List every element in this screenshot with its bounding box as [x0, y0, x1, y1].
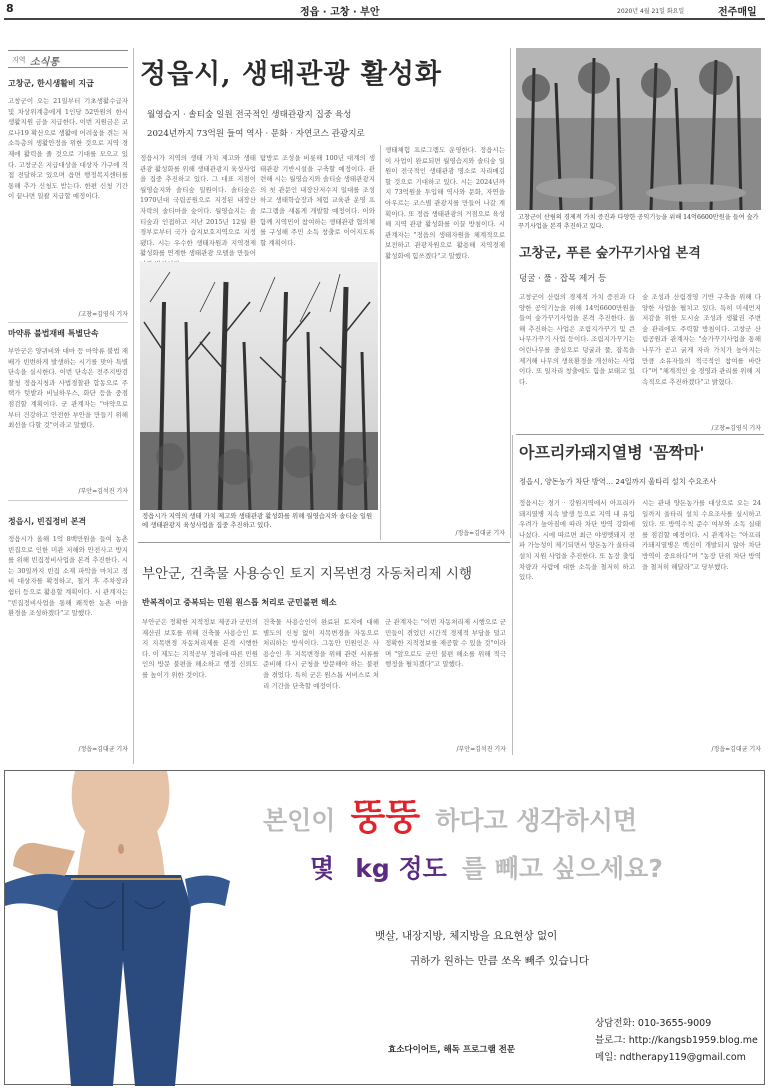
divider [8, 322, 128, 323]
article-body: 탐방로 조성을 비롯해 100년 대계의 생태관광 기반시설을 구축할 예정이다. 관련해 시는 월영습지와 솔티숲 생태관광지의 첫 관문인 내장산저수지 일대를 조성하고 생태학습장과 체험 교육관 운영 프로그램을 새롭게 개발할 예정이다. 이와 함께 지역민이 참여하는 생태관광 협의체를 구성해 주민 소득 창출로 이어지도록 할 계획이다. [260, 154, 376, 247]
article-body: 시는 관내 양돈농가를 대상으로 오는 24일까지 울타리 설치 수요조사를 실시하고 있다. 또 방역수칙 준수 여부와 소독 실태를 점검할 예정이다. 시 관계자는 "아프리카돼지열병은 백신이 개발되지 않아 차단 방역이 중요하다"며 "농장 단위 차단 방역을 철저히 해달라"고 당부했다. [642, 499, 761, 571]
ad-text-purple: 몇 [310, 854, 335, 883]
ad-program: 효소다이어트, 해독 프로그램 전문 [388, 1045, 516, 1055]
advertisement [4, 770, 765, 1085]
article-body: 숲 조성과 산림경영 기반 구축을 위해 다양한 사업을 펼치고 있다. 특히 미세먼지 저감을 위한 도시숲 조성과 생활권 주변 숲 관리에도 주력할 방침이다. 고창군 산림공원과 관계자는 "숲가꾸기사업을 통해 나무가 곧고 굵게 자라 가치가 높아지는 만큼 소유자들의 적극적인 참여를 바란다"며 "체계적인 숲 경영과 관리를 위해 지속적으로 추진하겠다"고 밝혔다. [642, 293, 761, 386]
header-rule [4, 18, 765, 20]
page-number: 8 [6, 2, 14, 15]
ad-text-purple: kg 정도 [355, 854, 447, 883]
article-body: 생태체험 프로그램도 운영한다. 정읍시는 이 사업이 완료되면 월영습지와 솔티숲 일원이 전국적인 생태관광 명소로 자리매김할 것으로 기대하고 있다. 시는 2024년까지 73억원을 투입해 역사와 문화, 자연을 아우르는 코스별 관광지를 만들어 나갈 계획이다. 또 정읍 생태관광의 거점으로 육성해 지역 관광 활성화를 이끌 방침이다. 시 관계자는 "정읍의 생태자원을 체계적으로 보전하고 관광자원으로 활용해 지역경제 활성화에 힘쓰겠다"고 말했다. [385, 146, 505, 260]
article-body: 군 관계자는 "이번 자동처리제 시행으로 군민들이 겪었던 시간적 경제적 부담을 덜고 정확한 지적정보를 제공할 수 있을 것"이라며 "앞으로도 군민 불편 해소를 위해 적극 행정을 펼치겠다"고 말했다. [385, 618, 506, 669]
reporter-credit: /정읍=김대균 기자 [455, 530, 505, 537]
article-subhead: 정읍시, 양돈농가 차단 방역… 24일까지 울타리 설치 수요조사 [519, 477, 717, 486]
sidebar-item-body: 정읍시가 올해 1억 8백만원을 들여 농촌 빈집으로 인한 미관 저해와 안전사고 방지를 위해 빈집정비사업을 본격 추진한다. 시는 30일까지 빈집 소재 파악을 마치고 정비 대상자를 확정하고, 철거 후 주차장과 쉼터 등으로 활용할 계획이다. 시 관계자는 "빈집정비사업을 통해 쾌적한 농촌 마을 환경을 조성하겠다"고 말했다. [8, 535, 128, 618]
sidebar-item-body: 부안군은 양귀비와 대마 등 마약류 불법 재배가 빈번하게 발생하는 시기를 맞아 특별단속을 실시한다. 이번 단속은 전주지방검찰청 정읍지청과 사법경찰관 합동으로 주택가 텃밭과 비닐하우스, 화단 등을 중점 점검할 계획이다. 군 관계자는 "마약으로부터 건강하고 안전한 부안을 만들기 위해 최선을 다할 것"이라고 말했다. [8, 347, 128, 430]
article-body: 정읍시는 경기 · 강원지역에서 아프리카돼지열병 지속 발생 등으로 지역 내 유입 우려가 높아짐에 따라 차단 방역 강화에 나섰다. 시에 따르면 최근 야생멧돼지 전 파 가능성이 제기되면서 양돈농가 울타리 설치 지원 사업을 추진한다. 또 농장 출입 차량과 사람에 대한 소독을 철저히 하고 있다. [519, 499, 635, 582]
sidebar-tag: 지역 [12, 56, 26, 64]
column-divider [512, 435, 513, 755]
ad-email: 메일: ndtherapy119@gmail.com [595, 1052, 746, 1063]
section-title: 정읍 · 고창 · 부안 [300, 7, 380, 18]
divider [138, 542, 510, 543]
reporter-credit: /정읍=김대균 기자 [78, 746, 128, 753]
article-body: 건축물 사용승인이 완료된 토지에 대해 별도의 신청 없이 지목변경을 자동으로 처리하는 방식이다. 그동안 민원인은 사용승인 후 지목변경을 위해 관련 서류를 준비해 다시 군청을 방문해야 하는 불편을 겪었다. 특히 군은 원스톱 서비스로 처리 기간을 단축할 예정이다. [263, 618, 379, 690]
article-headline: 고창군, 푸른 숲가꾸기사업 본격 [519, 246, 701, 261]
forest-thinning-photo [516, 48, 761, 210]
paper-name: 전주매일 [718, 7, 757, 18]
article-headline: 아프리카돼지열병 '꼼짝마' [519, 443, 705, 462]
column-divider [380, 145, 381, 540]
diet-model-illustration [5, 771, 235, 1086]
reporter-credit: /부안=김석진 기자 [456, 746, 506, 753]
column-divider [510, 48, 511, 538]
sidebar-item-headline: 고창군, 한시생활비 지급 [8, 79, 94, 88]
divider [8, 500, 128, 501]
photo-caption: 고창군이 산림의 경제적 가치 증진과 다양한 공익기능을 위해 14억6600만원을 들여 숲가꾸기사업을 본격 추진하고 있다. [518, 214, 759, 231]
sidebar [8, 48, 128, 766]
sidebar-item-body: 고창군이 오는 21일부터 기초생활수급자 및 차상위계층에게 1인당 52만원의 한시생활지원 금을 지급한다. 이번 지원금은 코로나19 확산으로 생활에 어려움을 겪는 저소득층의 생활안정을 위한 것으로 지역 경제에 활력을 줄 것으로 기대를 모으고 있다. 고창군은 지급대상을 대상자 가구에 직접 전달하고 있으며 읍면 행정복지센터를 통해 추가 신청도 받는다. 한편 신청 기간이 끝나면 일괄 지급할 예정이다. [8, 97, 128, 201]
article-body: 부안군은 정확한 지적정보 제공과 군민의 재산권 보호를 위해 건축물 사용승인 토지 지목변경 자동처리제를 본격 시행한다. 이 제도는 지적공부 정리에 따른 민원인의 방문 불편을 해소하고 행정 신뢰도를 높이기 위한 것이다. [142, 618, 258, 679]
issue-date: 2020년 4월 21일 화요일 [617, 8, 685, 15]
sidebar-title: 소식통 [30, 57, 59, 68]
ad-headline-line2 [310, 849, 663, 885]
reporter-credit: /고창=김영식 기자 [78, 311, 128, 318]
photo-caption: 정읍시가 지역의 생태 가치 제고와 생태관광 활성화를 위해 월영습지와 솔티숲 일원에 생태관광지 육성사업을 집중 추진하고 있다. [142, 512, 373, 530]
forest-photo [140, 262, 378, 510]
ad-headline-line1 [263, 789, 637, 840]
ad-phone: 상담전화: 010-3655-9009 [595, 1018, 712, 1029]
column-divider [133, 48, 134, 764]
article-headline: 정읍시, 생태관광 활성화 [140, 59, 443, 90]
article-subhead: 덩굴 · 풀 · 잡목 제거 등 [519, 274, 607, 284]
sidebar-tag-box [8, 50, 128, 68]
article-subhead: 반복적이고 중복되는 민원 원스톱 처리로 군민불편 해소 [142, 598, 337, 607]
woodland-illustration [516, 48, 761, 210]
reporter-credit: /부안=김석진 기자 [78, 488, 128, 495]
sidebar-item-headline: 정읍시, 빈집정비 본격 [8, 517, 87, 526]
sidebar-item-headline: 마약류 불법재배 특별단속 [8, 329, 99, 338]
ad-text-accent: 뚱뚱 [350, 797, 421, 838]
ad-blog: 블로그: http://kangsb1959.blog.me [595, 1035, 758, 1046]
reporter-credit: /정읍=김대균 기자 [711, 746, 761, 753]
ad-subline: 뱃살, 내장지방, 체지방을 요요현상 없이 [375, 930, 558, 942]
ad-text-light: 본인이 [263, 806, 336, 835]
article-subhead: 2024년까지 73억원 들여 역사 · 문화 · 자연코스 관광지로 [147, 129, 365, 139]
ad-text-light: 를 빼고 싶으세요? [461, 854, 663, 883]
ad-subline: 귀하가 원하는 만큼 쏘옥 빼주 있습니다 [410, 955, 589, 967]
ad-text-light: 하다고 생각하시면 [435, 806, 638, 835]
article-headline: 부안군, 건축물 사용승인 토지 지목변경 자동처리제 시행 [142, 566, 472, 582]
divider [516, 434, 764, 435]
article-body: 고창군이 산림의 경제적 가치 증진과 다양한 공익기능을 위해 14억6600만원을 들여 숲가꾸기사업을 본격 추진한다. 올해 추진하는 사업은 조림지가꾸기 및 큰나무가꾸기 사업 등이다. 조림지가꾸기는 어린나무를 중심으로 덩굴과 풀, 잡목을 제거해 나무의 생육환경을 개선하는 사업이다. 또 일자리 창출에도 힘을 보태고 있다. [519, 293, 635, 386]
reporter-credit: /고창=김영식 기자 [711, 425, 761, 432]
forest-illustration [140, 262, 378, 510]
article-subhead: 월영습지 · 솔티숲 일원 전국적인 생태관광지 집중 육성 [147, 110, 352, 120]
article-body: 정읍시가 지역의 생태 가치 제고와 생태관광 활성화를 위해 생태관광지 육성사업을 집중 추진하고 있다. 그 대표 지점이 월영습지와 솔티숲 일원이다. 솔티숲은 1970년대 국립공원으로 지정된 내장산 자락의 솔티마을 숲이다. 월영습지는 솔티숲과 인접하고 지난 2015년 12월 환경부로부터 국가 습지보호지역으로 지정됐다. 시는 우수한 생태자원과 지역경제 활성화를 연계한 생태관광 모델을 만들어 [140, 154, 256, 258]
